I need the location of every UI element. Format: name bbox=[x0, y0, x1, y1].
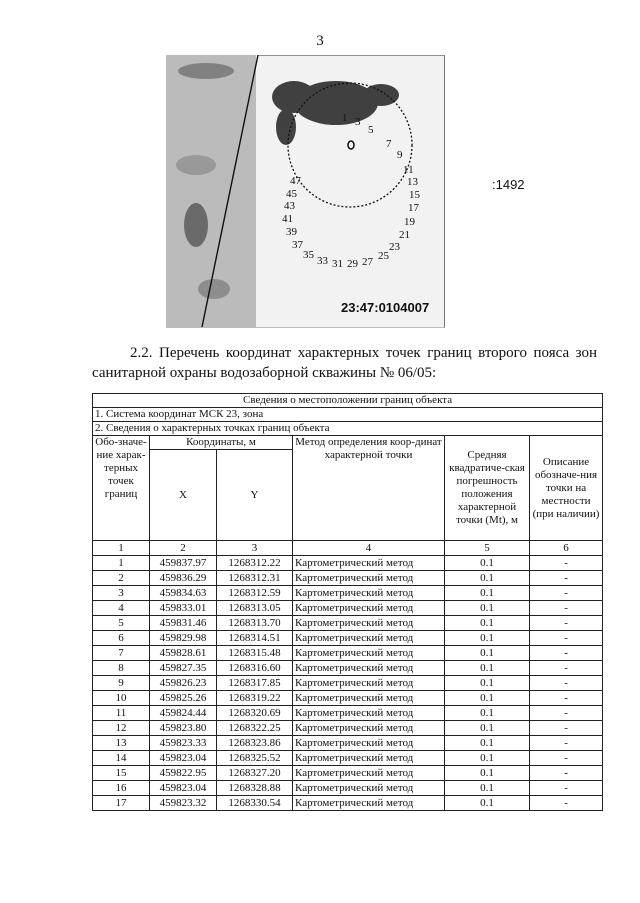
cell-description: - bbox=[530, 631, 603, 646]
cell-accuracy: 0.1 bbox=[445, 661, 530, 676]
cell-accuracy: 0.1 bbox=[445, 751, 530, 766]
cell-y: 1268312.22 bbox=[217, 556, 293, 571]
header-y: Y bbox=[217, 450, 293, 541]
cell-x: 459823.80 bbox=[150, 721, 217, 736]
table-row bbox=[93, 646, 603, 661]
cell-method: Картометрический метод bbox=[293, 781, 445, 796]
cell-accuracy: 0.1 bbox=[445, 691, 530, 706]
table-row bbox=[93, 571, 603, 586]
cell-number: 8 bbox=[93, 661, 150, 676]
section-heading: 2.2. Перечень координат характерных точек границ второго пояса зон санитарной охраны водозаборной скважины № 06/05: bbox=[92, 345, 597, 381]
cell-y: 1268312.59 bbox=[217, 586, 293, 601]
map-svg bbox=[166, 55, 444, 327]
cell-number: 2 bbox=[93, 571, 150, 586]
cell-description: - bbox=[530, 736, 603, 751]
cell-number: 10 bbox=[93, 691, 150, 706]
cell-description: - bbox=[530, 556, 603, 571]
table-title: Сведения о местоположении границ объекта bbox=[93, 394, 603, 408]
cell-number: 11 bbox=[93, 706, 150, 721]
cell-description: - bbox=[530, 706, 603, 721]
map-point-label: 33 bbox=[317, 255, 328, 267]
cell-y: 1268322.25 bbox=[217, 721, 293, 736]
cell-number: 7 bbox=[93, 646, 150, 661]
cell-description: - bbox=[530, 646, 603, 661]
map-point-label: 3 bbox=[355, 116, 361, 128]
map-point-label: 1 bbox=[342, 112, 348, 124]
map-point-label: 31 bbox=[332, 258, 343, 270]
table-row bbox=[93, 616, 603, 631]
table-row bbox=[93, 601, 603, 616]
col-number: 2 bbox=[150, 541, 217, 556]
map-point-label: 9 bbox=[397, 149, 403, 161]
map-point-label: 23 bbox=[389, 241, 400, 253]
table-section: 2. Сведения о характерных точках границ объекта bbox=[93, 422, 603, 436]
map-point-label: 27 bbox=[362, 256, 373, 268]
cell-y: 1268314.51 bbox=[217, 631, 293, 646]
cell-method: Картометрический метод bbox=[293, 571, 445, 586]
cell-x: 459837.97 bbox=[150, 556, 217, 571]
cell-method: Картометрический метод bbox=[293, 601, 445, 616]
cell-y: 1268312.31 bbox=[217, 571, 293, 586]
cell-x: 459824.44 bbox=[150, 706, 217, 721]
cell-description: - bbox=[530, 601, 603, 616]
map-point-label: 43 bbox=[284, 200, 295, 212]
cell-number: 1 bbox=[93, 556, 150, 571]
cell-x: 459834.63 bbox=[150, 586, 217, 601]
cell-x: 459836.29 bbox=[150, 571, 217, 586]
map-point-label: 25 bbox=[378, 250, 389, 262]
col-number: 5 bbox=[445, 541, 530, 556]
cell-x: 459829.98 bbox=[150, 631, 217, 646]
table-row bbox=[93, 676, 603, 691]
header-designation: Обо-значе-ние харак-терных точек границ bbox=[93, 436, 150, 541]
col-number: 3 bbox=[217, 541, 293, 556]
cell-x: 459828.61 bbox=[150, 646, 217, 661]
cell-y: 1268327.20 bbox=[217, 766, 293, 781]
cell-accuracy: 0.1 bbox=[445, 571, 530, 586]
col-number: 1 bbox=[93, 541, 150, 556]
map-point-label: 29 bbox=[347, 258, 358, 270]
cell-accuracy: 0.1 bbox=[445, 721, 530, 736]
cell-x: 459831.46 bbox=[150, 616, 217, 631]
cell-method: Картометрический метод bbox=[293, 766, 445, 781]
cell-x: 459823.33 bbox=[150, 736, 217, 751]
map-point-label: 21 bbox=[399, 229, 410, 241]
table-row bbox=[93, 706, 603, 721]
table-row bbox=[93, 721, 603, 736]
map-point-label: 45 bbox=[286, 188, 297, 200]
map-point-label: 13 bbox=[407, 176, 418, 188]
cell-y: 1268313.05 bbox=[217, 601, 293, 616]
cell-number: 17 bbox=[93, 796, 150, 811]
cell-method: Картометрический метод bbox=[293, 661, 445, 676]
cell-description: - bbox=[530, 766, 603, 781]
cell-number: 14 bbox=[93, 751, 150, 766]
cell-accuracy: 0.1 bbox=[445, 736, 530, 751]
table-system: 1. Система координат МСК 23, зона bbox=[93, 408, 603, 422]
cell-y: 1268317.85 bbox=[217, 676, 293, 691]
map-point-label: 37 bbox=[292, 239, 303, 251]
cell-method: Картометрический метод bbox=[293, 691, 445, 706]
map-point-label: 39 bbox=[286, 226, 297, 238]
cell-x: 459823.32 bbox=[150, 796, 217, 811]
cell-number: 6 bbox=[93, 631, 150, 646]
header-accuracy: Средняя квадратиче-ская погрешность положения характерной точки (Mt), м bbox=[445, 436, 530, 541]
cell-number: 9 bbox=[93, 676, 150, 691]
coordinates-table bbox=[92, 393, 603, 811]
cell-method: Картометрический метод bbox=[293, 736, 445, 751]
table-row bbox=[93, 766, 603, 781]
cell-method: Картометрический метод bbox=[293, 706, 445, 721]
map-point-label: 5 bbox=[368, 124, 374, 136]
map-point-label: 7 bbox=[386, 138, 392, 150]
map-figure bbox=[166, 55, 445, 328]
cadastral-number: 23:47:0104007 bbox=[341, 300, 430, 315]
table-row bbox=[93, 781, 603, 796]
cell-description: - bbox=[530, 586, 603, 601]
cell-description: - bbox=[530, 616, 603, 631]
cell-description: - bbox=[530, 721, 603, 736]
table-row bbox=[93, 691, 603, 706]
cell-description: - bbox=[530, 796, 603, 811]
cell-y: 1268316.60 bbox=[217, 661, 293, 676]
cell-method: Картометрический метод bbox=[293, 676, 445, 691]
cell-y: 1268323.86 bbox=[217, 736, 293, 751]
cell-accuracy: 0.1 bbox=[445, 616, 530, 631]
table-row bbox=[93, 586, 603, 601]
cell-y: 1268313.70 bbox=[217, 616, 293, 631]
cell-number: 13 bbox=[93, 736, 150, 751]
cell-method: Картометрический метод bbox=[293, 616, 445, 631]
cell-x: 459822.95 bbox=[150, 766, 217, 781]
cell-accuracy: 0.1 bbox=[445, 706, 530, 721]
cell-number: 4 bbox=[93, 601, 150, 616]
cell-x: 459826.23 bbox=[150, 676, 217, 691]
cell-description: - bbox=[530, 676, 603, 691]
table-row bbox=[93, 556, 603, 571]
page-number: 3 bbox=[316, 33, 324, 49]
header-coords: Координаты, м bbox=[150, 436, 293, 450]
table-row bbox=[93, 796, 603, 811]
cell-method: Картометрический метод bbox=[293, 646, 445, 661]
cell-accuracy: 0.1 bbox=[445, 631, 530, 646]
table-row bbox=[93, 661, 603, 676]
cell-x: 459823.04 bbox=[150, 781, 217, 796]
map-point-label: 11 bbox=[403, 164, 414, 176]
cell-number: 3 bbox=[93, 586, 150, 601]
cell-method: Картометрический метод bbox=[293, 631, 445, 646]
cell-method: Картометрический метод bbox=[293, 796, 445, 811]
map-point-label: 19 bbox=[404, 216, 415, 228]
cell-accuracy: 0.1 bbox=[445, 796, 530, 811]
cell-description: - bbox=[530, 661, 603, 676]
cell-description: - bbox=[530, 691, 603, 706]
cell-x: 459825.26 bbox=[150, 691, 217, 706]
cell-y: 1268325.52 bbox=[217, 751, 293, 766]
map-point-label: 47 bbox=[290, 175, 301, 187]
table-row bbox=[93, 736, 603, 751]
header-description: Описание обозначе-ния точки на местности (при наличии) bbox=[530, 436, 603, 541]
cell-y: 1268320.69 bbox=[217, 706, 293, 721]
col-number: 6 bbox=[530, 541, 603, 556]
parcel-label: :1492 bbox=[492, 177, 525, 192]
cell-x: 459833.01 bbox=[150, 601, 217, 616]
header-x: X bbox=[150, 450, 217, 541]
cell-accuracy: 0.1 bbox=[445, 766, 530, 781]
cell-x: 459823.04 bbox=[150, 751, 217, 766]
cell-number: 16 bbox=[93, 781, 150, 796]
cell-accuracy: 0.1 bbox=[445, 556, 530, 571]
map-point-label: 35 bbox=[303, 249, 314, 261]
table-row bbox=[93, 751, 603, 766]
col-number: 4 bbox=[293, 541, 445, 556]
cell-accuracy: 0.1 bbox=[445, 646, 530, 661]
cell-method: Картометрический метод bbox=[293, 751, 445, 766]
table-row bbox=[93, 631, 603, 646]
cell-number: 15 bbox=[93, 766, 150, 781]
cell-y: 1268315.48 bbox=[217, 646, 293, 661]
cell-y: 1268330.54 bbox=[217, 796, 293, 811]
cell-y: 1268328.88 bbox=[217, 781, 293, 796]
map-point-label: 15 bbox=[409, 189, 420, 201]
map-point-label: 17 bbox=[408, 202, 419, 214]
map-point-label: 41 bbox=[282, 213, 293, 225]
cell-accuracy: 0.1 bbox=[445, 586, 530, 601]
cell-accuracy: 0.1 bbox=[445, 676, 530, 691]
cell-description: - bbox=[530, 781, 603, 796]
cell-x: 459827.35 bbox=[150, 661, 217, 676]
cell-method: Картометрический метод bbox=[293, 721, 445, 736]
cell-description: - bbox=[530, 571, 603, 586]
header-method: Метод определения коор-динат характерной точки bbox=[293, 436, 445, 541]
cell-method: Картометрический метод bbox=[293, 556, 445, 571]
cell-number: 12 bbox=[93, 721, 150, 736]
cell-description: - bbox=[530, 751, 603, 766]
cell-accuracy: 0.1 bbox=[445, 601, 530, 616]
cell-method: Картометрический метод bbox=[293, 586, 445, 601]
cell-accuracy: 0.1 bbox=[445, 781, 530, 796]
cell-number: 5 bbox=[93, 616, 150, 631]
cell-y: 1268319.22 bbox=[217, 691, 293, 706]
